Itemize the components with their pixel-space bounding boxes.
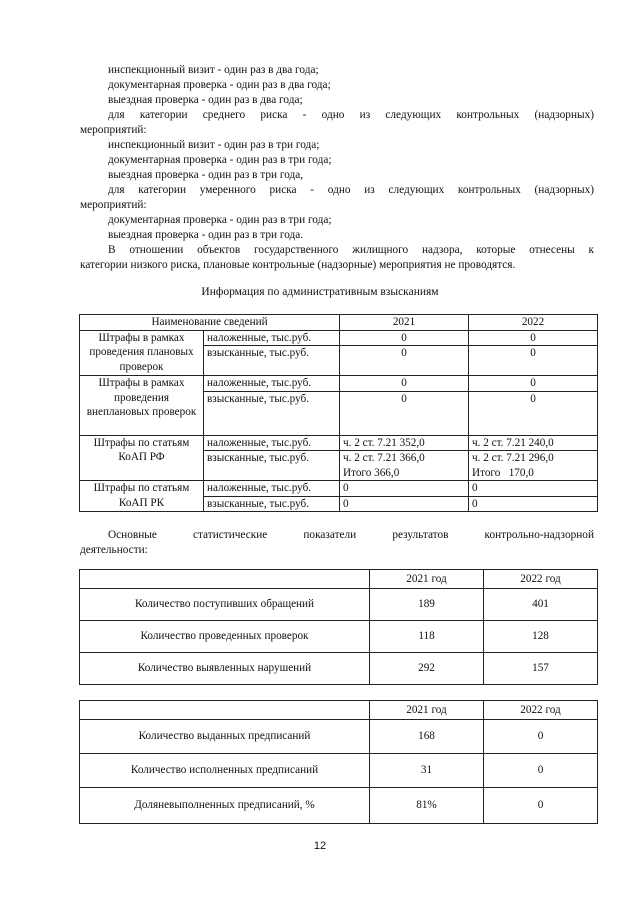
value-2021: 0: [340, 481, 469, 497]
row-type: наложенные, тыс.руб.: [204, 481, 340, 497]
value-2022: 0: [469, 376, 598, 392]
row-type: наложенные, тыс.руб.: [204, 435, 340, 451]
row-label: Количество выданных предписаний: [80, 720, 370, 754]
text-line: В отношении объектов государственного жилищного надзора, которые отнесены к: [108, 244, 594, 256]
header-label: [80, 570, 370, 589]
value-2022: 0: [484, 754, 598, 788]
text-line: выездная проверка - один раз в три года.: [108, 229, 304, 241]
value-2022: 0: [469, 481, 598, 497]
page-number: 12: [313, 840, 327, 852]
text-line: для категории среднего риска - одно из следующих контрольных (надзорных): [108, 109, 594, 121]
table-header-row: [80, 701, 598, 720]
header-2021: 2021: [340, 315, 469, 331]
row-type: взысканные, тыс.руб.: [204, 391, 340, 435]
header-2021: 2021 год: [370, 701, 484, 720]
value-2021: 0: [340, 376, 469, 392]
row-label: Количество поступивших обращений: [80, 589, 370, 621]
value-2021: 0: [340, 391, 469, 435]
value-2022: [469, 451, 598, 481]
row-type: взысканные, тыс.руб.: [204, 346, 340, 376]
row-label: Количество выявленных нарушений: [80, 653, 370, 685]
table-row: [80, 435, 598, 451]
fines-table: [79, 314, 598, 512]
header-2022: 2022: [469, 315, 598, 331]
header-2022: 2022 год: [484, 701, 598, 720]
table-row: [80, 376, 598, 392]
value-2021-total: Итого 366,0: [343, 466, 400, 479]
table-header-row: [80, 570, 598, 589]
value-2022-total: Итого 170,0: [472, 466, 534, 479]
text-line: инспекционный визит - один раз в три года;: [108, 139, 320, 151]
text-line: документарная проверка - один раз в три года;: [108, 214, 332, 226]
value-2021: 168: [370, 720, 484, 754]
value-2022: 401: [484, 589, 598, 621]
header-label: [80, 701, 370, 720]
header-2022: 2022 год: [484, 570, 598, 589]
table-row: [80, 589, 598, 621]
text-line: деятельности:: [80, 544, 148, 556]
row-type: наложенные, тыс.руб.: [204, 376, 340, 392]
text-line: категории низкого риска, плановые контрольные (надзорные) мероприятия не проводятся.: [80, 259, 516, 271]
value-2021: 31: [370, 754, 484, 788]
group-label: Штрафы в рамках проведения внеплановых проверок: [80, 376, 204, 436]
value-2021: 0: [340, 330, 469, 346]
value-2021: ч. 2 ст. 7.21 352,0: [340, 435, 469, 451]
value-2021: 189: [370, 589, 484, 621]
table-row: [80, 788, 598, 824]
value-2021: 0: [340, 346, 469, 376]
group-label: Штрафы по статьям КоАП РФ: [80, 435, 204, 481]
value-2021-line1: ч. 2 ст. 7.21 366,0: [343, 452, 425, 464]
text-line: документарная проверка - один раз в два года;: [108, 79, 331, 91]
text-line: документарная проверка - один раз в три года;: [108, 154, 332, 166]
value-2022: 0: [484, 720, 598, 754]
text-line: выездная проверка - один раз в два года;: [108, 94, 303, 106]
value-2021: 0: [340, 496, 469, 512]
table-row: [80, 754, 598, 788]
value-2022: 0: [469, 391, 598, 435]
row-label: Количество проведенных проверок: [80, 621, 370, 653]
value-2022: 0: [469, 346, 598, 376]
text-line: инспекционный визит - один раз в два года;: [108, 64, 319, 76]
table-row: [80, 481, 598, 497]
text-line: для категории умеренного риска - одно из следующих контрольных (надзорных): [108, 184, 594, 196]
row-label: Доляневыполненных предписаний, %: [80, 788, 370, 824]
stats-table-1: [79, 569, 598, 685]
value-2022: 0: [469, 330, 598, 346]
value-2022: ч. 2 ст. 7.21 240,0: [469, 435, 598, 451]
group-label: Штрафы в рамках проведения плановых проверок: [80, 330, 204, 376]
header-2021: 2021 год: [370, 570, 484, 589]
text-line: мероприятий:: [80, 124, 147, 136]
table-row: [80, 720, 598, 754]
value-2022: 128: [484, 621, 598, 653]
value-2021: 118: [370, 621, 484, 653]
text-line: выездная проверка - один раз в три года,: [108, 169, 304, 181]
table-row: [80, 330, 598, 346]
text-line: мероприятий:: [80, 199, 147, 211]
group-label: Штрафы по статьям КоАП РК: [80, 481, 204, 512]
table-row: [80, 653, 598, 685]
value-2021: [340, 451, 469, 481]
value-2022: 157: [484, 653, 598, 685]
value-2022: 0: [484, 788, 598, 824]
row-type: наложенные, тыс.руб.: [204, 330, 340, 346]
value-2021: 81%: [370, 788, 484, 824]
value-2022: 0: [469, 496, 598, 512]
row-type: взысканные, тыс.руб.: [204, 451, 340, 481]
stats-table-2: [79, 700, 598, 824]
table-caption: Информация по административным взысканиям: [201, 286, 439, 298]
row-label: Количество исполненных предписаний: [80, 754, 370, 788]
row-type: взысканные, тыс.руб.: [204, 496, 340, 512]
header-name: Наименование сведений: [80, 315, 340, 331]
text-line: Основные статистические показатели результатов контрольно-надзорной: [108, 529, 594, 541]
value-2022-line1: ч. 2 ст. 7.21 296,0: [472, 452, 554, 464]
value-2021: 292: [370, 653, 484, 685]
table-header-row: [80, 315, 598, 331]
table-row: [80, 621, 598, 653]
